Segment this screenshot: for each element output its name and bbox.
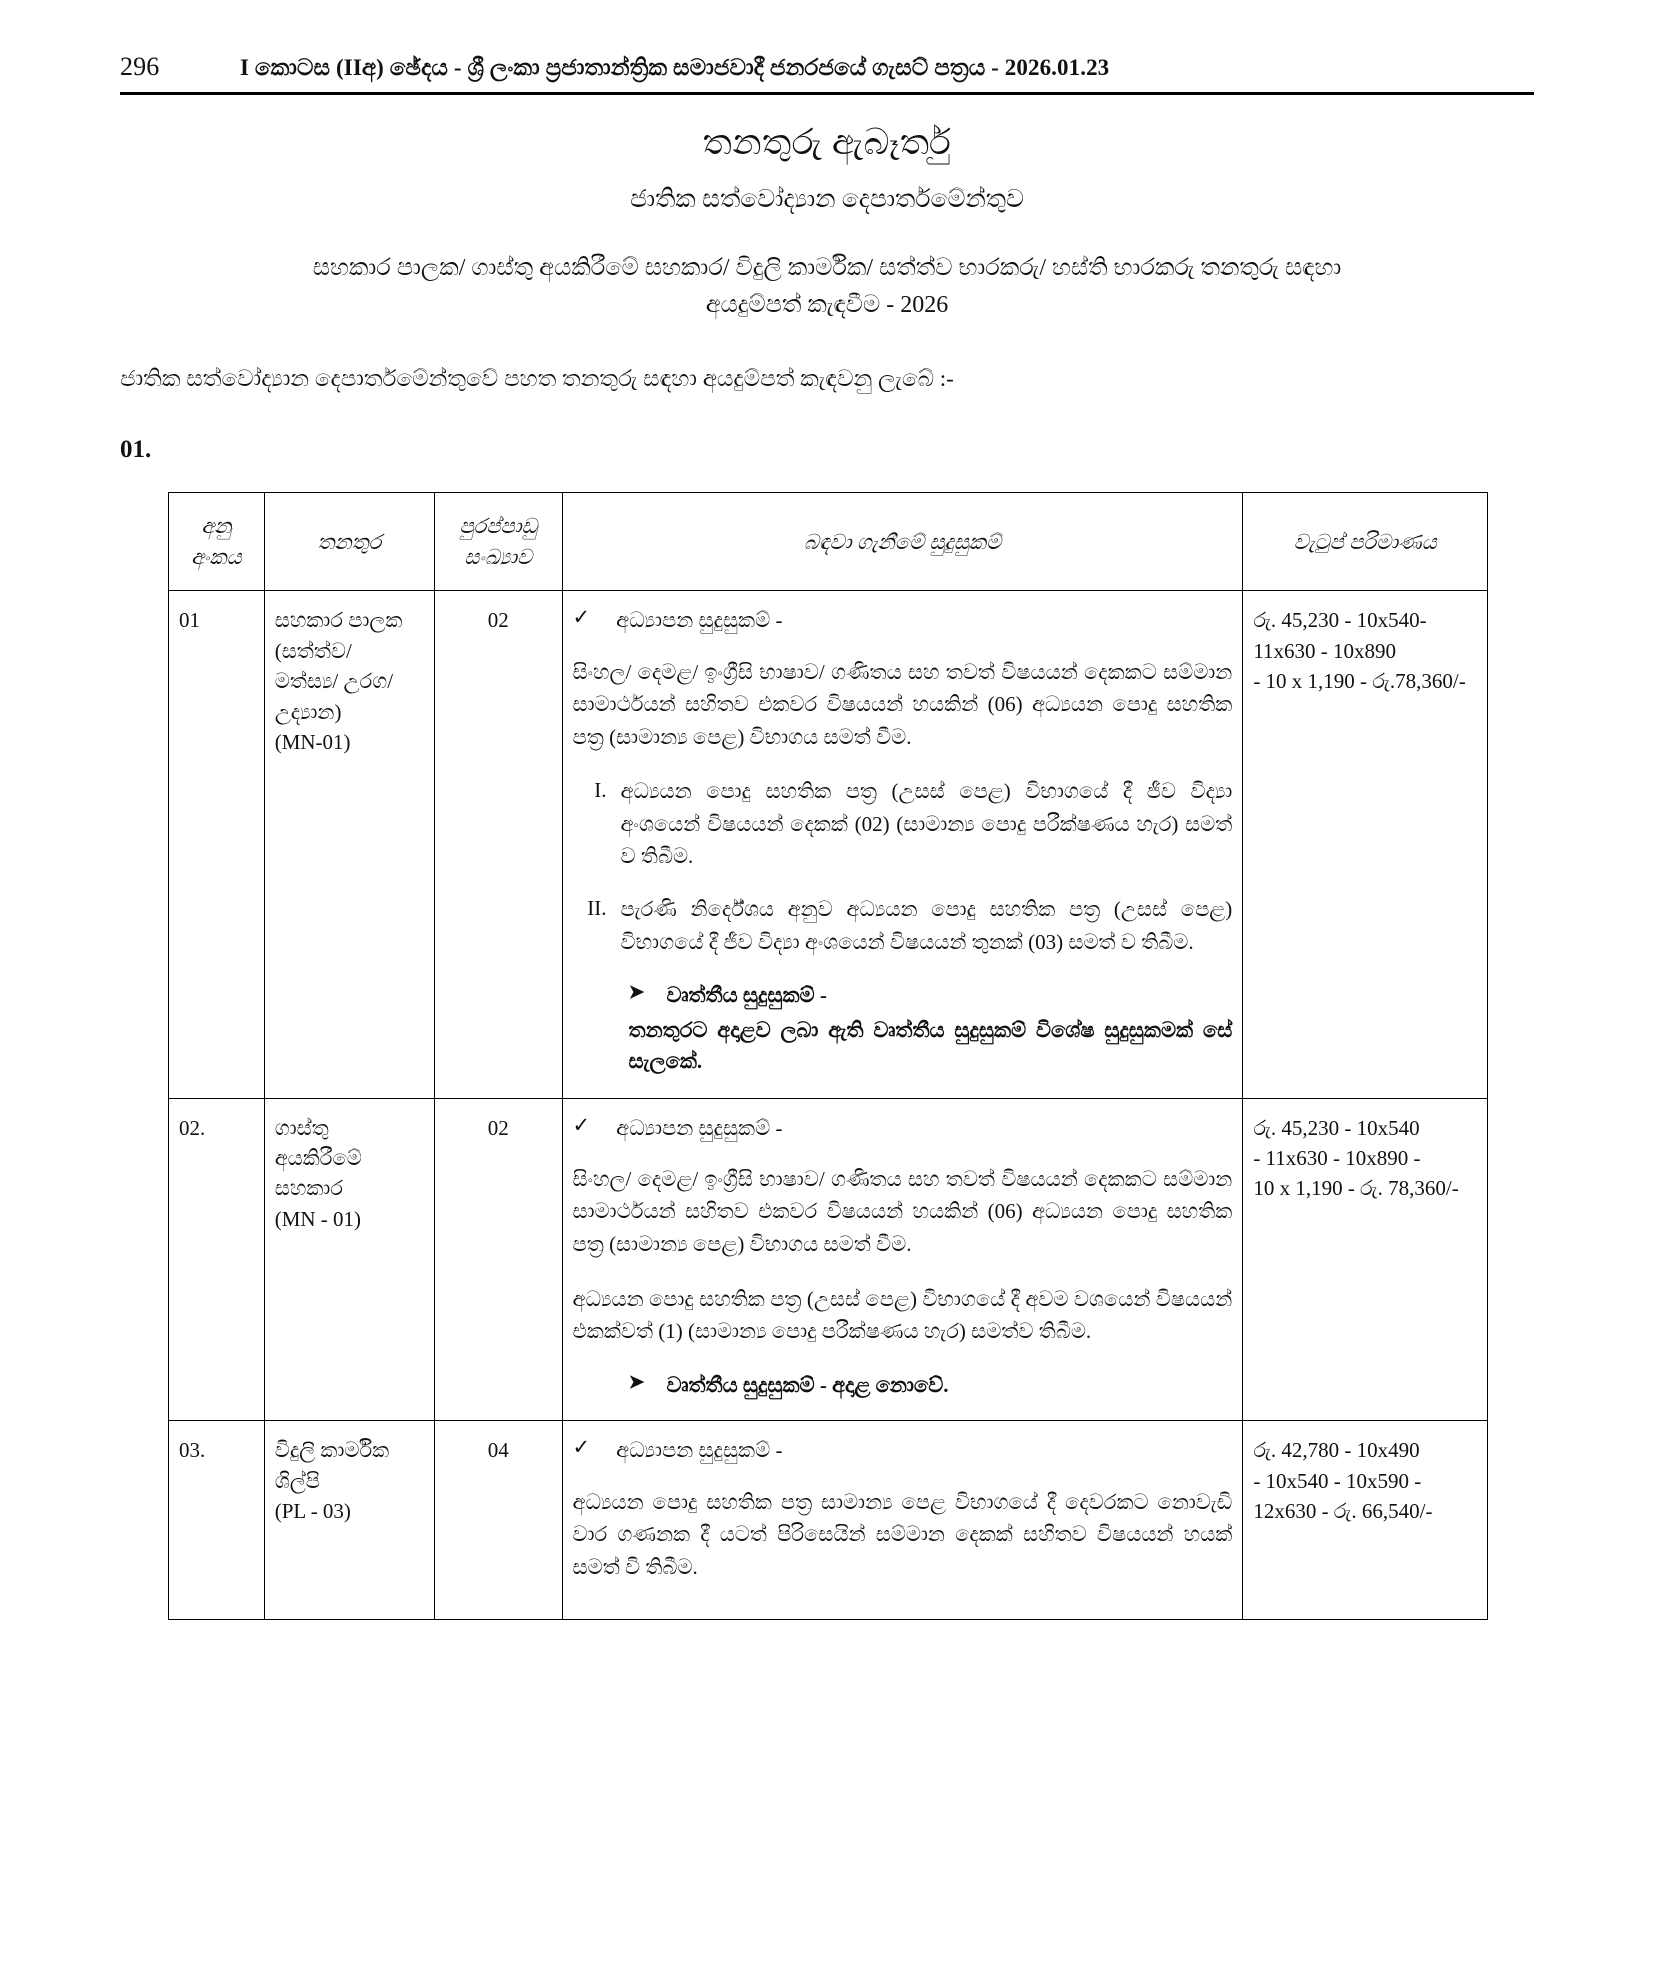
row-post-name — [264, 1421, 434, 1620]
arrow-bullet-icon: ➤ — [628, 1371, 645, 1393]
section-number: 01. — [120, 436, 152, 464]
header-vacancies-line1: පුරප්පාඩු — [459, 514, 538, 539]
post-grade-code: (MN - 01) — [274, 1206, 362, 1231]
check-icon: ✓ — [572, 1112, 591, 1137]
salary-line: 11x630 - 10x890 — [1253, 638, 1397, 663]
running-head — [120, 52, 1534, 82]
header-vacancies — [434, 493, 562, 591]
page-number: 296 — [120, 52, 160, 81]
post-line: සහකාර — [274, 1176, 343, 1201]
post-line: උද්‍යාන) — [274, 699, 342, 724]
row-serial-no: 01 — [169, 591, 265, 1098]
salary-line: 10 x 1,190 - රු. 78,360/- — [1253, 1176, 1459, 1201]
qualification-heading-text: අධ්‍යාපන සුදුසුකම් - — [616, 1438, 783, 1463]
professional-qualification-block — [629, 980, 1233, 1077]
post-line: විදුලි කාර්මික — [274, 1438, 390, 1463]
row-vacancy-count: 02 — [434, 1098, 562, 1421]
qualification-second-paragraph: අධ්‍යයන පොදු සහතික පත්‍ර (උසස් පෙළ) විභාගයේ දී අවම වශයෙන් විෂයයන් එකක්වත් (1) (සාමාන්‍ය පොදු පරීක්ෂණය හැර) සමත්ව තිබීම. — [572, 1286, 1233, 1344]
row-serial-no: 02. — [169, 1098, 265, 1421]
department-name: ජාතික සත්වෝද්‍යාන දෙපාර්තමේන්තුව — [629, 186, 1025, 213]
post-line: මත්ස්‍ය/ උරග/ — [274, 669, 394, 694]
post-line: අයකිරීමේ — [274, 1145, 362, 1170]
row-vacancy-count: 02 — [434, 591, 562, 1098]
header-salary-scale: වැටුප් පරිමාණය — [1243, 493, 1488, 591]
qualification-heading — [573, 605, 1233, 635]
professional-qualification-heading — [629, 1370, 1233, 1400]
header-serial-line1: අනු — [201, 514, 232, 539]
header-serial-no — [169, 493, 265, 591]
qualification-heading — [573, 1113, 1233, 1143]
post-line: සහකාර පාලක — [274, 608, 403, 633]
qualification-heading — [573, 1435, 1233, 1465]
salary-line: රු. 42,780 - 10x490 — [1253, 1438, 1420, 1463]
post-line: (සත්ත්ව/ — [274, 638, 352, 663]
row-qualifications — [562, 591, 1243, 1098]
salary-line: 12x630 - රු. 66,540/- — [1253, 1498, 1433, 1523]
salary-line: - 10 x 1,190 - රු.78,360/- — [1253, 669, 1466, 694]
header-qualifications: බඳවා ගැනීමේ සුදුසුකම් — [562, 493, 1243, 591]
table-row — [169, 1421, 1488, 1620]
qualification-intro: අධ්‍යයන පොදු සහතික පත්‍ර සාමාන්‍ය පෙළ විභාගයේ දී දෙවරකට නොවැඩි වාර ගණනක දී යටත් පිරිසෙයින් සම්මාන දෙකක් සහිතව විෂයයන් හයක් සමත් වි තිබීම. — [572, 1489, 1233, 1579]
subject-line-2: අයදුම්පත් කැඳවීම - 2026 — [705, 292, 949, 319]
professional-qualification-heading-text: වෘත්තීය සුදුසුකම් - අදාළ නොවේ. — [666, 1372, 949, 1397]
row-post-name — [264, 591, 434, 1098]
intro-paragraph: ජාතික සත්වෝද්‍යාන දෙපාර්තමේන්තුවේ පහත තනතුරු සඳහා අයදුම්පත් කැඳවනු ලැබේ :- — [120, 366, 954, 392]
list-item — [573, 893, 1233, 958]
professional-qualification-heading — [629, 980, 1233, 1010]
table-row — [169, 591, 1488, 1098]
gazette-header-text: I කොටස (IIඅ) ඡේදය - ශ්‍රී ලංකා ප්‍රජාතාන්ත්‍රික සමාජවාදී ජනරජයේ ගැසට් පත්‍රය - 2026.01.23 — [240, 55, 1110, 80]
list-item-marker: I. — [594, 778, 607, 803]
header-serial-line2: අංකය — [191, 544, 242, 569]
row-salary-scale — [1243, 1098, 1488, 1421]
post-line: ශිල්පි — [274, 1468, 320, 1493]
row-salary-scale — [1243, 1421, 1488, 1620]
header-vacancies-line2: සංඛ්‍යාව — [464, 544, 533, 569]
qualification-heading-text: අධ්‍යාපන සුදුසුකම් - — [616, 608, 783, 633]
row-qualifications — [562, 1421, 1243, 1620]
row-qualifications — [562, 1098, 1243, 1421]
subject-line-1: සහකාර පාලක/ ගාස්තු අයකිරීමේ සහකාර/ විදුලි කාර්මික/ සත්ත්ව භාරකරු/ හස්ති භාරකරු තනතුරු සඳහා — [312, 255, 1342, 281]
arrow-bullet-icon: ➤ — [628, 982, 645, 1004]
subject-heading — [120, 250, 1534, 324]
row-serial-no: 03. — [169, 1421, 265, 1620]
post-line: ගාස්තු — [274, 1115, 329, 1140]
salary-line: රු. 45,230 - 10x540- — [1253, 608, 1427, 633]
list-item — [573, 775, 1233, 873]
list-item-text: පැරණි නිර්දේශය අනුව අධ්‍යයන පොදු සහතික පත්‍ර (උසස් පෙළ) විභාගයේ දී ජීව විද්‍යා අංශයෙන් විෂයයන් තුනක් (03) සමත් ව තිබීම. — [620, 896, 1233, 954]
salary-line: රු. 45,230 - 10x540 — [1253, 1115, 1420, 1140]
salary-line: - 11x630 - 10x890 - — [1253, 1145, 1421, 1170]
qualification-list — [573, 775, 1233, 958]
qualification-intro: සිංහල/ දෙමළ/ ඉංග්‍රීසි භාෂාව/ ගණිතය සහ තවත් විෂයයන් දෙකකට සම්මාන සාමාර්ථයන් සහිතව එකවර විෂයයන් හයකින් (06) අධ්‍යයන පොදු සහතික පත්‍ර (සාමාන්‍ය පෙළ) විභාගය සමත් වීම. — [572, 659, 1233, 749]
check-icon: ✓ — [572, 1435, 591, 1460]
table-row — [169, 1098, 1488, 1421]
check-icon: ✓ — [572, 605, 591, 630]
post-grade-code: (PL - 03) — [274, 1498, 351, 1523]
page-title: තනතුරු ඇබෑර්තු — [702, 122, 952, 162]
qualification-heading-text: අධ්‍යාපන සුදුසුකම් - — [616, 1115, 783, 1140]
row-vacancy-count: 04 — [434, 1421, 562, 1620]
list-item-text: අධ්‍යයන පොදු සහතික පත්‍ර (උසස් පෙළ) විභාගයේ දී ජීව විද්‍යා අංශයෙන් විෂයයන් දෙකක් (02) (සාමාන්‍ය පොදු පරීක්ෂණය හැර) සමත් ව තිබීම. — [620, 779, 1233, 869]
salary-line: - 10x540 - 10x590 - — [1253, 1468, 1422, 1493]
header-post: තනතුර — [264, 493, 434, 591]
professional-qualification-text: තනතුරට අදාළව ලබා ඇති වෘත්තීය සුදුසුකම් විශේෂ සුදුසුකමක් සේ සැලකේ. — [628, 1017, 1233, 1073]
table-header-row — [169, 493, 1488, 591]
header-rule — [120, 92, 1534, 95]
professional-qualification-heading-text: වෘත්තීය සුදුසුකම් - — [666, 983, 827, 1008]
qualification-intro: සිංහල/ දෙමළ/ ඉංග්‍රීසි භාෂාව/ ගණිතය සහ තවත් විෂයයන් දෙකකට සම්මාන සාමාර්ථයන් සහිතව එකවර විෂයයන් හයකින් (06) අධ්‍යයන පොදු සහතික පත්‍ර (සාමාන්‍ය පෙළ) විභාගය සමත් වීම. — [572, 1166, 1233, 1257]
post-grade-code: (MN-01) — [274, 730, 351, 754]
row-post-name — [264, 1098, 434, 1421]
list-item-marker: II. — [587, 895, 607, 920]
row-salary-scale — [1243, 591, 1488, 1098]
professional-qualification-block — [629, 1370, 1233, 1400]
vacancy-table — [168, 492, 1488, 1620]
